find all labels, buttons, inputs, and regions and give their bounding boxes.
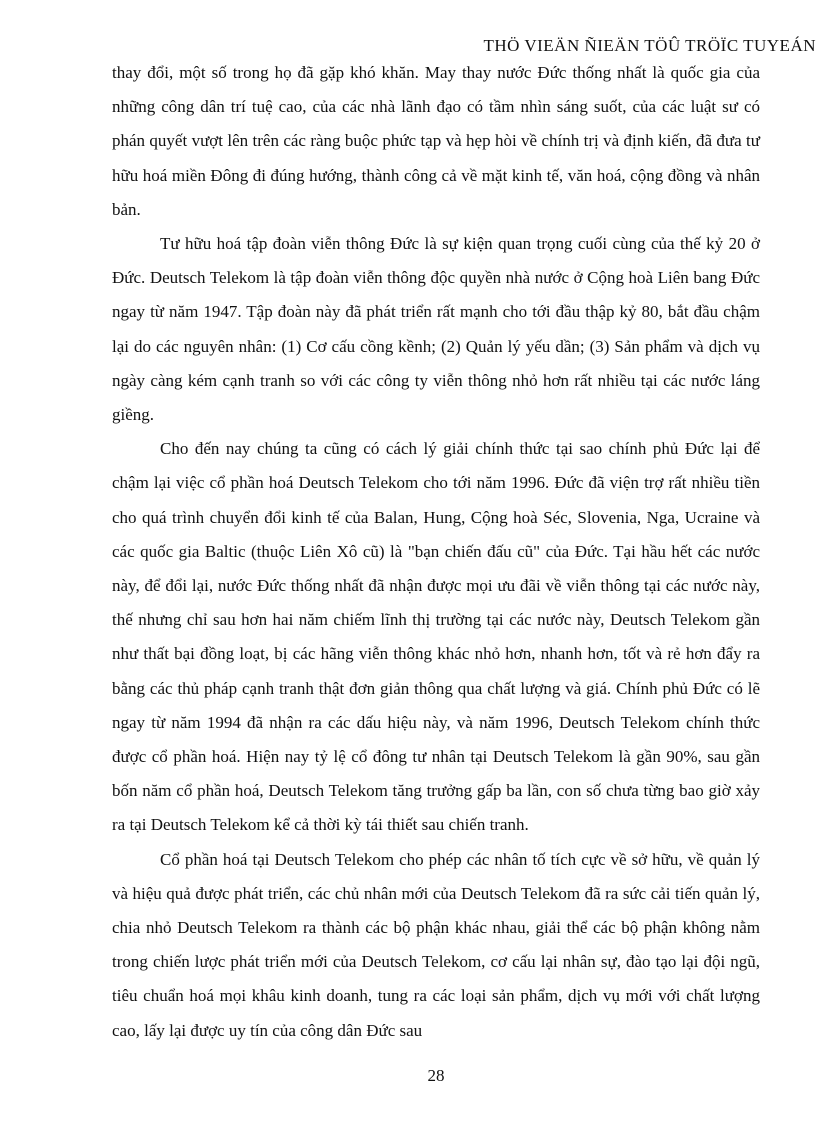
paragraph-delay-explanation: Cho đến nay chúng ta cũng có cách lý giải chính thức tại sao chính phủ Đức lại để chậm lại việc cổ phần hoá Deutsch Telekom cho tới năm 1996. Đức đã viện trợ rất nhiều tiền cho quá trình chuyển đổi kinh tế của Balan, Hung, Cộng hoà Séc, Slovenia, Nga, Ucraine và các quốc gia Baltic (thuộc Liên Xô cũ) là "bạn chiến đấu cũ" của Đức. Tại hầu hết các nước này, để đổi lại, nước Đức thống nhất đã nhận được mọi ưu đãi về viễn thông tại các nước này, thế nhưng chỉ sau hơn hai năm chiếm lĩnh thị trường tại các nước này, Deutsch Telekom gần như thất bại đồng loạt, bị các hãng viễn thông khác nhỏ hơn, nhanh hơn, tốt và rẻ hơn đẩy ra bằng các thủ pháp cạnh tranh thật đơn giản thông qua chất lượng và giá. Chính phủ Đức có lẽ ngay từ năm 1994 đã nhận ra các dấu hiệu này, và năm 1996, Deutsch Telekom chính thức được cổ phần hoá. Hiện nay tỷ lệ cổ đông tư nhân tại Deutsch Telekom là gần 90%, sau gần bốn năm cổ phần hoá, Deutsch Telekom tăng trưởng gấp ba lần, con số chưa từng bao giờ xảy ra tại Deutsch Telekom kể cả thời kỳ tái thiết sau chiến tranh. bbox=[112, 439, 760, 835]
paragraph-telekom-privatization: Tư hữu hoá tập đoàn viễn thông Đức là sự kiện quan trọng cuối cùng của thế kỷ 20 ở Đức. Deutsch Telekom là tập đoàn viễn thông độc quyền nhà nước ở Cộng hoà Liên bang Đức ngay từ năm 1947. Tập đoàn này đã phát triển rất mạnh cho tới đầu thập kỷ 80, bắt đầu chậm lại do các nguyên nhân: (1) Cơ cấu cồng kềnh; (2) Quản lý yếu dần; (3) Sản phẩm và dịch vụ ngày càng kém cạnh tranh so với các công ty viễn thông nhỏ hơn rất nhiều tại các nước láng giềng. bbox=[112, 234, 760, 425]
page-number: 28 bbox=[427, 1066, 445, 1085]
paragraph-continued: thay đổi, một số trong họ đã gặp khó khăn. May thay nước Đức thống nhất là quốc gia của những công dân trí tuệ cao, của các nhà lãnh đạo có tầm nhìn sáng suốt, của các luật sư có phán quyết vượt lên trên các ràng buộc phức tạp và hẹp hòi về chính trị và định kiến, đã đưa tư hữu hoá miền Đông đi đúng hướng, thành công cả về mặt kinh tế, văn hoá, cộng đồng và nhân bản. bbox=[112, 63, 760, 219]
page-body bbox=[112, 56, 760, 1048]
paragraph-equitization-results: Cổ phần hoá tại Deutsch Telekom cho phép các nhân tố tích cực về sở hữu, về quản lý và hiệu quả được phát triển, các chủ nhân mới của Deutsch Telekom đã ra sức cải tiến quản lý, chia nhỏ Deutsch Telekom ra thành các bộ phận khác nhau, giải thể các bộ phận không nằm trong chiến lược phát triển mới của Deutsch Telekom, cơ cấu lại nhân sự, đào tạo lại đội ngũ, tiêu chuẩn hoá mọi khâu kinh doanh, tung ra các loại sản phẩm, dịch vụ mới với chất lượng cao, lấy lại được uy tín của công dân Đức sau bbox=[112, 849, 760, 1040]
running-header: THÖ VIEÄN ÑIEÄN TÖÛ TRÖÏC TUYEÁN bbox=[483, 36, 816, 55]
